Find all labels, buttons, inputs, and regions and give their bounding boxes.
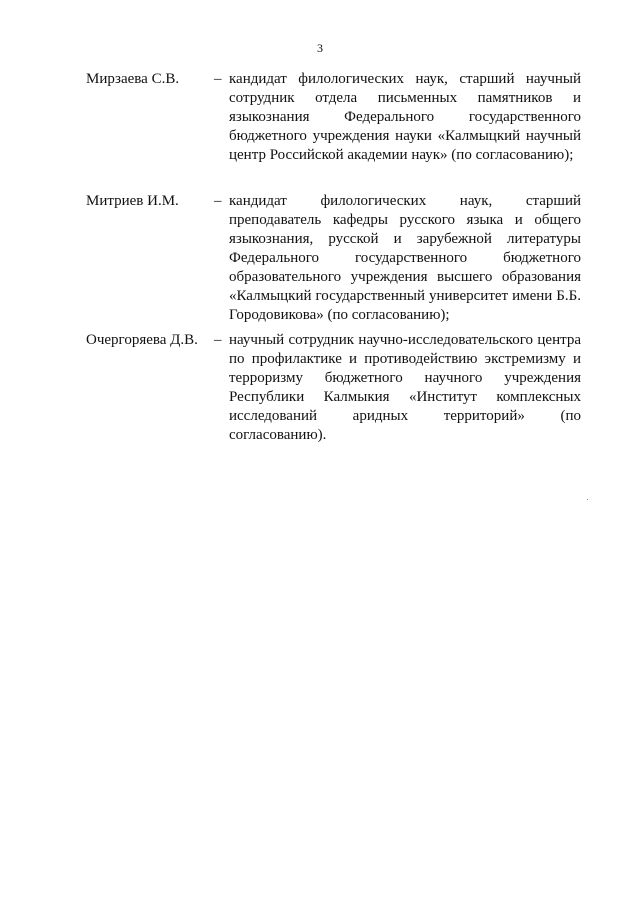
member-entry <box>86 70 581 165</box>
dash-separator: – <box>214 332 222 348</box>
member-name: Мирзаева С.В. <box>86 71 180 87</box>
member-description: кандидат филологических наук, старший научный сотрудник отдела письменных памятников и языкознания Федерального государственного бюджетного учреждения науки «Калмыцкий научный центр Российской академии наук» (по согласованию); <box>229 71 581 163</box>
member-description: научный сотрудник научно-исследовательского центра по профилактике и противодействию экстремизму и терроризму бюджетного научного учреждения Республики Калмыкия «Институт комплексных исследований аридных территорий» (по согласованию). <box>229 332 581 443</box>
member-name: Митриев И.М. <box>86 193 179 209</box>
page-number: 3 <box>317 41 323 55</box>
member-entry <box>86 192 581 325</box>
member-description: кандидат филологических наук, старший преподаватель кафедры русского языка и общего языкознания, русской и зарубежной литературы Федерального государственного бюджетного образовательного учреждения высшего образования «Калмыцкий государственный университет имени Б.Б. Городовикова» (по согласованию); <box>229 193 581 323</box>
scan-speck <box>587 499 588 500</box>
dash-separator: – <box>214 71 222 87</box>
member-name: Очергоряева Д.В. <box>86 332 198 348</box>
dash-separator: – <box>214 193 222 209</box>
member-entry <box>86 331 581 445</box>
